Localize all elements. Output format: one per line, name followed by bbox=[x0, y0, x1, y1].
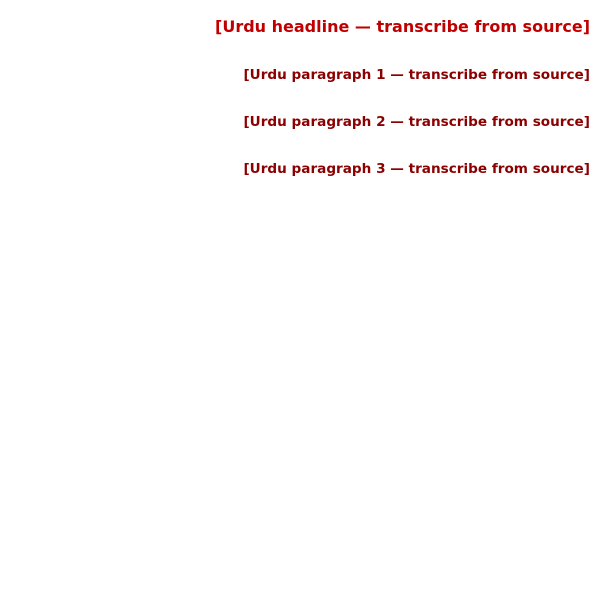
article-paragraph: [Urdu paragraph 2 — transcribe from source] bbox=[243, 114, 590, 130]
article-paragraph: [Urdu paragraph 1 — transcribe from source] bbox=[243, 67, 590, 83]
article-headline: [Urdu headline — transcribe from source] bbox=[215, 17, 590, 36]
article-paragraph: [Urdu paragraph 3 — transcribe from source] bbox=[243, 161, 590, 177]
